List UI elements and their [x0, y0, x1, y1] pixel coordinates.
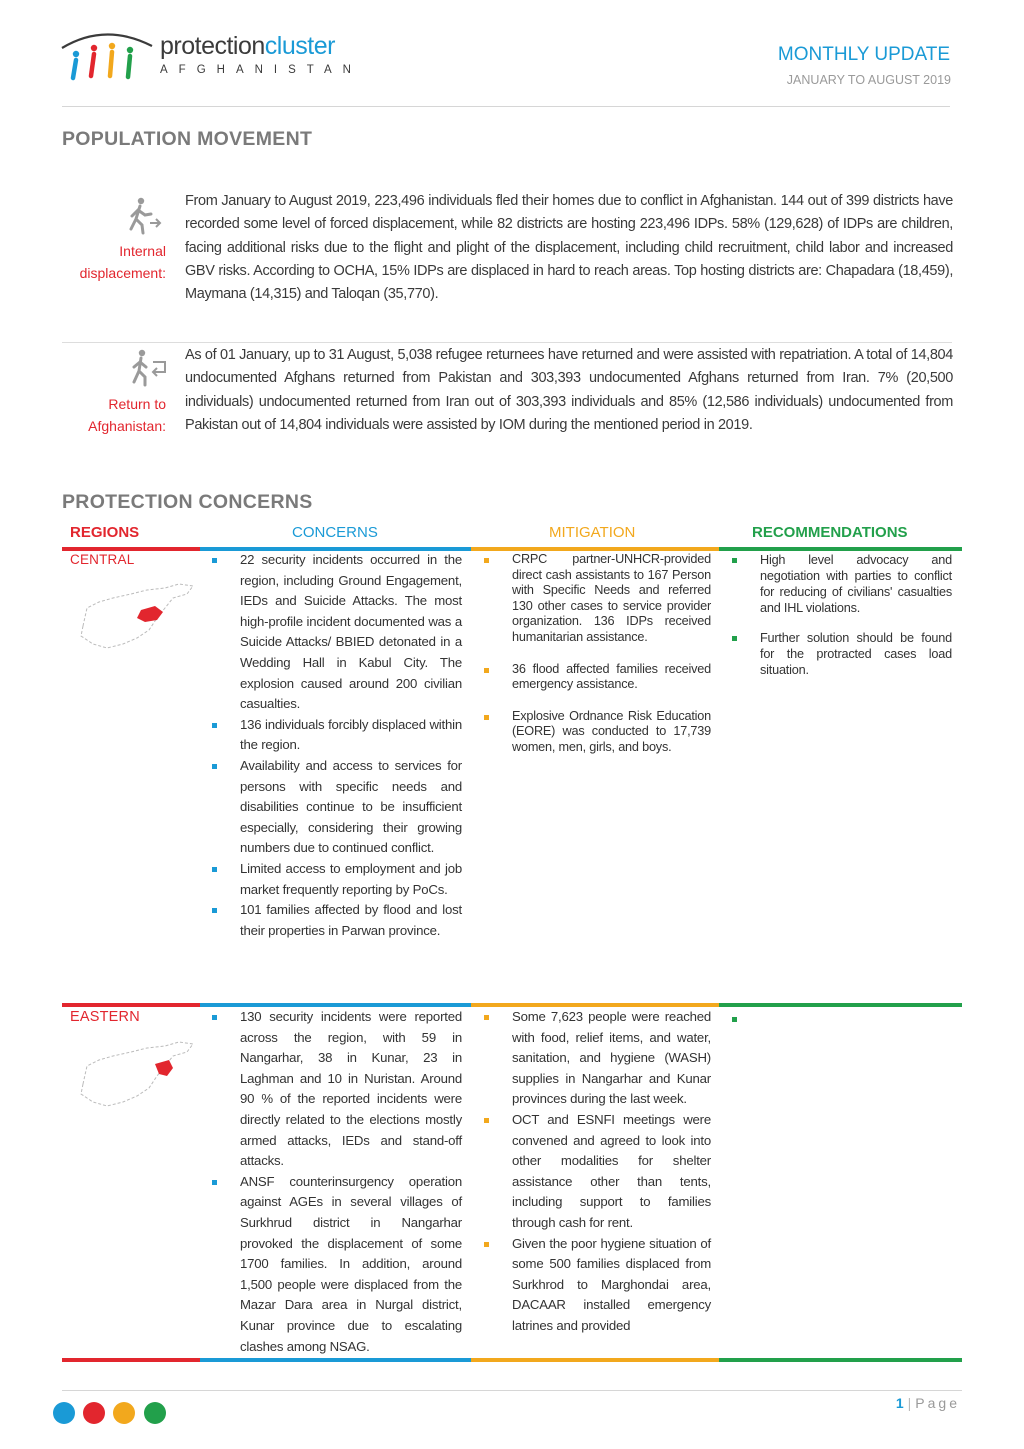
blue-dot-icon [53, 1402, 75, 1424]
running-person-icon [123, 196, 163, 236]
footer-divider [62, 1390, 962, 1391]
row-divider [62, 1003, 200, 1007]
central-mitigation-list [482, 552, 711, 756]
page-word: Page [915, 1395, 960, 1411]
region-eastern: EASTERN [70, 1009, 140, 1025]
list-item: Some 7,623 people were reached with food, relief items, and water, sanitation, and hygiene (WASH) supplies in Nangarhar and Kunar provinces during the last week. [482, 1007, 711, 1110]
green-dot-icon [144, 1402, 166, 1424]
list-item: ANSF counterinsurgency operation against AGEs in several villages of Surkhrud district in Nangarhar provoked the displacement of some 1700 families. In addition, around 1,500 people were displaced from the Mazar Dara area in Nurgal district, Kunar province due to escalating clashes among NSAG. [210, 1172, 462, 1357]
list-item: Limited access to employment and job market frequently reporting by PoCs. [210, 859, 462, 900]
list-item: 101 families affected by flood and lost their properties in Parwan province. [210, 900, 462, 941]
logo-subtitle: AFGHANISTAN [160, 64, 362, 76]
table-bottom-bar [719, 1358, 962, 1362]
list-item: 22 security incidents occurred in the region, including Ground Engagement, IEDs and Suicide Attacks. The most high-profile incident documented was a Suicide Attacks/ BBIED detonated in a Wedding Hall in Kabul City. The explosion caused around 200 civilian casualties. [210, 550, 462, 715]
central-region-map-icon [75, 578, 205, 658]
eastern-mitigation-list [482, 1007, 711, 1337]
list-item: 130 security incidents were reported across the region, with 59 in Nangarhar, 38 in Kunar, 23 in Laghman and 10 in Nuristan. Around 90 % of the reported incidents were directly related to the elections mostly armed attacks, IEDs and stand-off attacks. [210, 1007, 462, 1172]
logo-wordmark: protectioncluster [160, 32, 335, 60]
document-period: JANUARY TO AUGUST 2019 [786, 73, 951, 87]
return-to-afghanistan-label: Return to Afghanistan: [88, 396, 166, 434]
page-indicator: 1 | Page [895, 1395, 960, 1411]
list-item: OCT and ESNFI meetings were convened and agreed to look into other modalities for shelter assistance other than tents, including support to families through cash for rent. [482, 1110, 711, 1234]
table-bottom-bar [200, 1358, 471, 1362]
header-divider [62, 106, 950, 107]
column-header-regions: REGIONS [70, 524, 140, 541]
list-item: 36 flood affected families received emergency assistance. [482, 662, 711, 693]
document-title: MONTHLY UPDATE [777, 44, 950, 65]
list-item: Further solution should be found for the protracted cases load situation. [730, 630, 952, 678]
protection-cluster-logo [60, 28, 370, 88]
row-divider [719, 1003, 962, 1007]
table-bottom-bar [471, 1358, 719, 1362]
central-recommendations-list [730, 552, 952, 678]
list-item: CRPC partner-UNHCR-provided direct cash assistants to 167 Person with Specific Needs and referred 130 other cases to service provider organization. 136 IDPs received humanitarian assistance. [482, 552, 711, 646]
regions-bar [62, 547, 200, 551]
column-header-concerns: CONCERNS [292, 524, 378, 541]
list-item: Explosive Ordnance Risk Education (EORE) was conducted to 17,739 women, men, girls, and boys. [482, 709, 711, 756]
list-item: High level advocacy and negotiation with parties to conflict for reducing of civilians' casualties and IHL violations. [730, 552, 952, 616]
eastern-concerns-list [210, 1007, 462, 1357]
return-to-afghanistan-text: As of 01 January, up to 31 August, 5,038 refugee returnees have returned and were assisted with repatriation. A total of 14,804 undocumented Afghans returned from Pakistan and 303,393 undocumented Afghans returned from Iran. 7% (20,500 individuals) undocumented returned from Iran out of 303,393 individuals and 85% (12,586 individuals) undocumented from Pakistan out of 14,804 individuals were assisted by IOM during the mentioned period in 2019. [185, 347, 953, 433]
list-item: 136 individuals forcibly displaced within the region. [210, 715, 462, 756]
yellow-dot-icon [113, 1402, 135, 1424]
list-item: Given the poor hygiene situation of some 500 families displaced from Surkhrod to Marghondai area, DACAAR installed emergency latrines and provided [482, 1234, 711, 1337]
region-central: CENTRAL [70, 552, 135, 567]
internal-displacement-text: From January to August 2019, 223,496 individuals fled their homes due to conflict in Afghanistan. 144 out of 399 districts have recorded some level of forced displacement, while 82 districts are hosting 223,496 IDPs. 58% (129,628) of IDPs are children, facing additional risks due to the flight and plight of the displacement, including child recruitment, child labor and increased GBV risks. According to OCHA, 15% IDPs are displaced in hard to reach areas. Top hosting districts are: Chapadara (18,459), Maymana (14,315) and Taloqan (35,770). [185, 193, 953, 303]
internal-displacement-label: Internal displacement: [79, 243, 166, 281]
page-number: 1 [895, 1395, 904, 1411]
table-bottom-bar [62, 1358, 200, 1362]
red-dot-icon [83, 1402, 105, 1424]
recommendations-bar [719, 547, 962, 551]
returning-person-icon [128, 348, 168, 388]
section-divider [62, 342, 952, 343]
mitigation-bar [471, 547, 719, 551]
column-header-recommendations: RECOMMENDATIONS [752, 524, 908, 541]
people-figures-icon [60, 28, 160, 82]
protection-concerns-heading: PROTECTION CONCERNS [62, 491, 313, 513]
column-header-mitigation: MITIGATION [549, 524, 636, 541]
list-item: Availability and access to services for persons with specific needs and disabilities continue to be insufficient especially, considering their growing numbers due to continued conflict. [210, 756, 462, 859]
population-movement-heading: POPULATION MOVEMENT [62, 128, 313, 150]
eastern-region-map-icon [75, 1036, 205, 1116]
central-concerns-list [210, 550, 462, 941]
